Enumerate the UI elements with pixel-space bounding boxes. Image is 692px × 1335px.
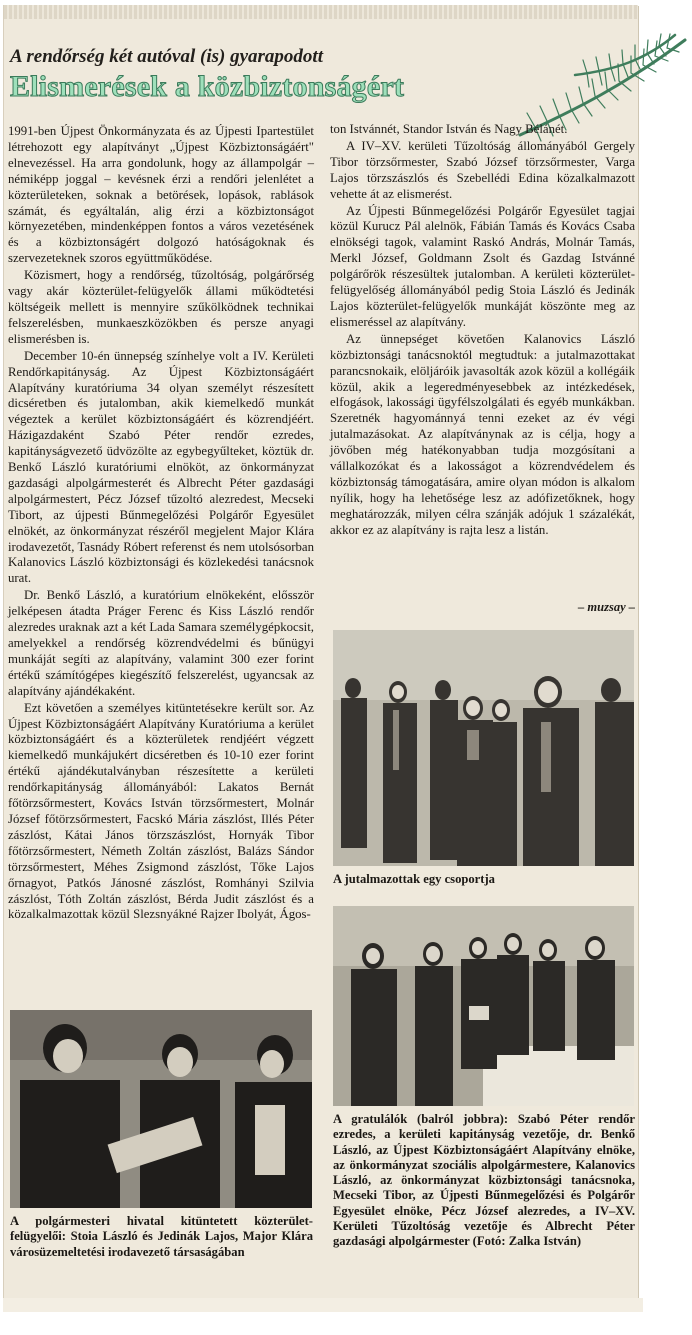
paragraph: 1991-ben Újpest Önkormányzata és az Újpesti Ipartestület létrehozott egy alapítványt „Újpest Közbiztonságáért" elnevezéssel. Ha arra gondolunk, hogy az állampolgár – némiképp joggal – kevésnek érzi a rendőri jelenlétet a közterületeken, soknak a betörések, lopások, rablások számát, és egyáltalán, alig érzi a közbiztonságot környezetében, mindenképpen fontos a város vezetésének és a közbiztonságért dolgozó hatóságoknak és szervezeteknek szoros együttműködése. (8, 124, 314, 266)
clipping-bottom-edge (3, 1298, 643, 1312)
article-column-1 (8, 124, 314, 924)
photo-awarded-wardens (10, 1010, 312, 1208)
paragraph: Az ünnepséget követően Kalanovics László közbiztonsági tanácsnoktól megtudtuk: a jutalmazottakat parancsnokaik, elöljáróik javasolták azok közül a kollégáik közül, akik a legeredményesebbek az intézkedések, elfogások, lakossági ügyfélszolgálati és egyéb munkákban. Szeretnék hagyománnyá tenni ezeket az év végi jutalmazásokat. Az alapítványnak az is célja, hogy a jövőben még hatékonyabban tudja mozgósítani a vállalkozókat és a lakosságot a közrendvédelem és közbiztonság támogatására, amire olyan módon is alkalom nyílik, hogy ha lehetősége lesz az adófizetőknek, hogy meghatározzák, milyen célra szánják adójuk 1 százalékát, akkor ez az alapítvány is rajta lesz a listán. (330, 331, 635, 537)
paragraph: A IV–XV. kerületi Tűzoltóság állományából Gergely Tibor törzsőrmester, Szabó József törzsőrmester, Varga Lajos törzszászlós és Szebellédi Edina közalkalmazott vehette át az elismerést. (330, 138, 635, 201)
article-kicker: A rendőrség két autóval (is) gyarapodott (10, 46, 323, 67)
photo2-caption: A gratulálók (balról jobbra): Szabó Péter rendőr ezredes, a kerületi kapitányság vezetője, dr. Benkő László, az Újpest Közbiztonságáért Alapítvány elnöke, az önkormányzat szociális alpolgármestere, Kalanovics László, az önkormányzat közbiztonsági tanácsnoka, Mecseki Tibor, az Újpesti Bűnmegelőzési és Polgárőr Egyesület elnöke, Pécz József alezredes, a IV–XV. Kerületi Tűzoltóság vezetője és Albrecht Péter gazdasági alpolgármester (Fotó: Zalka István) (333, 1112, 635, 1249)
photo-honorees-group (333, 630, 634, 866)
paragraph: Ezt követően a személyes kitüntetésekre került sor. Az Újpest Közbiztonságáért Alapítvány Kuratóriuma a kerület közbiztonságáért és a közterületek rendjéért végzett kiemelkedő munkájukért dicséretben és 10-10 ezer forint értékű ajándékutalványban részesítette a kerületi rendőrkapitányság állományából: Lakatos Bernát főtörzsőrmestert, Kovács István törzsőrmestert, Molnár József főtörzsőrmestert, Facskó Mária zászlóst, Illés Péter zászlóst, Kátai János törzszászlóst, Hornyák Tibor főtörzsőrmestert, Németh Zoltán zászlóst, Balázs Sándor törzsőrmestert, Méhes Zsigmond zászlóst, Tőke Lajos őrnagyot, Patkós Jánosné zászlóst, Romhányi Szilvia zászlóst, Tóth Zoltán zászlóst, Bérda Judit zászlóst és a közalkalmazottak közül Slezsnyákné Rajzer Ibolyát, Ágos- (8, 700, 314, 922)
article-column-2 (330, 122, 635, 540)
paragraph: Dr. Benkő László, a kuratórium elnökeként, elősször jelképesen átadta Práger Ferenc és Kiss László rendőr alezredes uraknak azt a két Lada Samara személygépkocsit, amelyekkel a rendőrség közrendvédelmi és bűnügyi munkáját segíti az alapítvány, valamint 300 ezer forint értékű számítógépes kiegészítő felszerelést, ugyancsak az alapítvány ajándékaként. (8, 588, 314, 698)
paragraph: ton Istvánnét, Standor István és Nagy Bélánét. (330, 122, 568, 136)
author-signature: – muzsay – (578, 600, 635, 614)
paragraph: Az Újpesti Bűnmegelőzési Polgárőr Egyesület tagjai közül Kurucz Pál alelnök, Fábián Tamás és Kovács Csaba elnökségi tagok, valamint Raskó András, Molnár Tamás, Merkl József, Goldmann Zsolt és Gazdag Istvánné polgárőrök részesültek jutalomban. A kerületi közterület-felügyelőség állományából pedig Stoia László és Jedinák Lajos közterület-felügyelők munkáját köszönte meg az elismeréssel az alapítvány. (330, 203, 635, 329)
photo3-caption: A polgármesteri hivatal kitüntetett közterület-felügyelői: Stoia László és Jedinák Lajos, Major Klára városüzemeltetési irodavezető társaságában (10, 1214, 313, 1259)
paragraph: Közismert, hogy a rendőrség, tűzoltóság, polgárőrség vagy akár közterület-felügyelők állami működtetési költségeik mellett is mennyire szűkölködnek technikai felszerelésben, munkaeszközökben és persze anyagi elismerésben is. (8, 268, 314, 346)
photo1-caption: A jutalmazottak egy csoportja (333, 872, 495, 886)
photo-congratulators (333, 906, 634, 1106)
paragraph: December 10-én ünnepség színhelye volt a IV. Kerületi Rendőrkapitányság. Az Újpest Közbiztonságáért Alapítvány kuratóriuma 34 olyan személyt részesített dicséretben és jutalomban, akik kiemelkedő munkát végeztek a kerület közbiztonságáért és közrendjéért. Házigazdaként Szabó Péter rendőr ezredes, kapitányságvezető üdvözölte az egybegyűlteket, köztük dr. Benkő László kuratóriumi elnököt, az önkormányzat gazdasági alpolgármesterét és Albrecht Péter gazdasági alpolgármestert, Pécz József tűzoltó alezredest, Mecseki Tibort, az újpesti Bűnmegelőzési Polgárőr Egyesület elnökét, az önkormányzat részéről megjelent Major Klára irodavezetőt, Tasnády Róbert referenst és nem utolsósorban Kalanovics László közbiztonsági és közlekedési tanácsnok urat. (8, 348, 314, 586)
article-headline: Elismerések a közbiztonságért (10, 70, 405, 103)
